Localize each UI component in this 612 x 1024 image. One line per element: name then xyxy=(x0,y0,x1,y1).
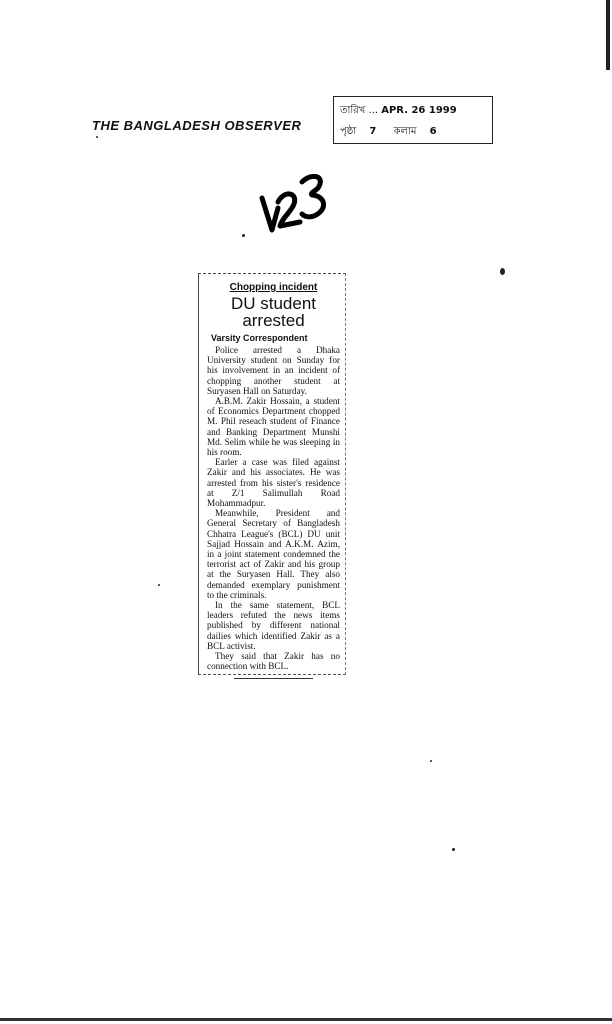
stamp-page-value: 7 xyxy=(369,126,377,137)
stamp-column-value: 6 xyxy=(429,126,437,137)
article-paragraph: Meanwhile, President and General Secretary of Bangladesh Chhatra League's (BCL) DU unit Sajjad Hossain and A.K.M. Azim, in a joint statement condemned the terrorist act of Zakir and his group at the Suryasen Hall. They also demanded exemplary punishment to the criminals. xyxy=(207,508,340,600)
scan-speck xyxy=(96,136,98,138)
newspaper-name: THE BANGLADESH OBSERVER xyxy=(92,118,302,133)
article-paragraph: They said that Zakir has no connection with BCL. xyxy=(207,651,340,672)
article-paragraph: A.B.M. Zakir Hossain, a student of Economics Department chopped M. Phil reseach student of Finance and Banking Department Munshi Md. Selim while he was sleeping in his room. xyxy=(207,396,340,458)
article-paragraph: In the same statement, BCL leaders refuted the news items published by different national dailies which identified Zakir as a BCL activist. xyxy=(207,600,340,651)
news-clipping xyxy=(198,273,346,675)
stamp-date-value: APR. 26 1999 xyxy=(381,105,457,116)
article-kicker: Chopping incident xyxy=(229,282,318,293)
stamp-page-row xyxy=(340,124,437,141)
scan-speck xyxy=(158,584,160,586)
article-end-rule xyxy=(234,678,314,679)
scan-speck xyxy=(452,848,455,851)
scan-speck xyxy=(242,234,245,237)
stamp-date-label: তারিখ ... xyxy=(340,105,379,116)
scan-speck xyxy=(500,268,505,275)
article-paragraph: Police arrested a Dhaka University student on Sunday for his involvement in an incident of chopping another student at Suryasen Hall on Saturday. xyxy=(207,345,340,396)
scan-speck xyxy=(430,760,432,762)
handwritten-number-123 xyxy=(258,168,334,238)
stamp-column-label: কলাম xyxy=(393,126,417,137)
article-headline xyxy=(207,295,340,329)
headline-line-1: DU student xyxy=(230,294,317,313)
stamp-page-label: পৃষ্ঠা xyxy=(340,126,357,137)
archive-stamp xyxy=(333,96,493,144)
scan-bottom-edge xyxy=(0,1018,612,1021)
scan-edge-mark xyxy=(606,0,610,70)
stamp-date-row xyxy=(340,103,457,120)
headline-line-2: arrested xyxy=(242,311,305,330)
article-body xyxy=(207,345,340,672)
article-paragraph: Earler a case was filed against Zakir and his associates. He was arrested from his sister's residence at Z/1 Salimullah Road Mohammadpur. xyxy=(207,457,340,509)
article-byline: Varsity Correspondent xyxy=(211,333,308,343)
